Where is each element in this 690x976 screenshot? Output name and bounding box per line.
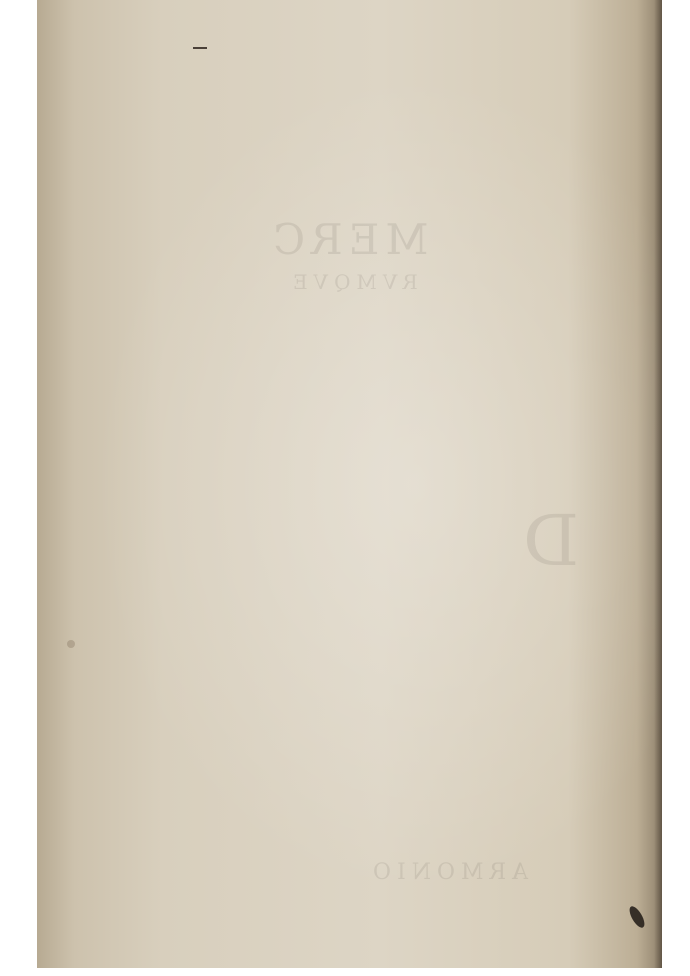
show-through-text: D xyxy=(517,500,580,582)
ink-spot xyxy=(627,904,648,930)
show-through-text: RVMQVE xyxy=(287,270,418,294)
page-number-dash xyxy=(193,47,207,49)
page-edge-shadow xyxy=(654,0,662,968)
show-through-text: ARMONIO xyxy=(367,860,528,885)
book-page xyxy=(37,0,662,968)
ink-spot xyxy=(67,640,75,648)
show-through-text: MERC xyxy=(267,215,429,264)
